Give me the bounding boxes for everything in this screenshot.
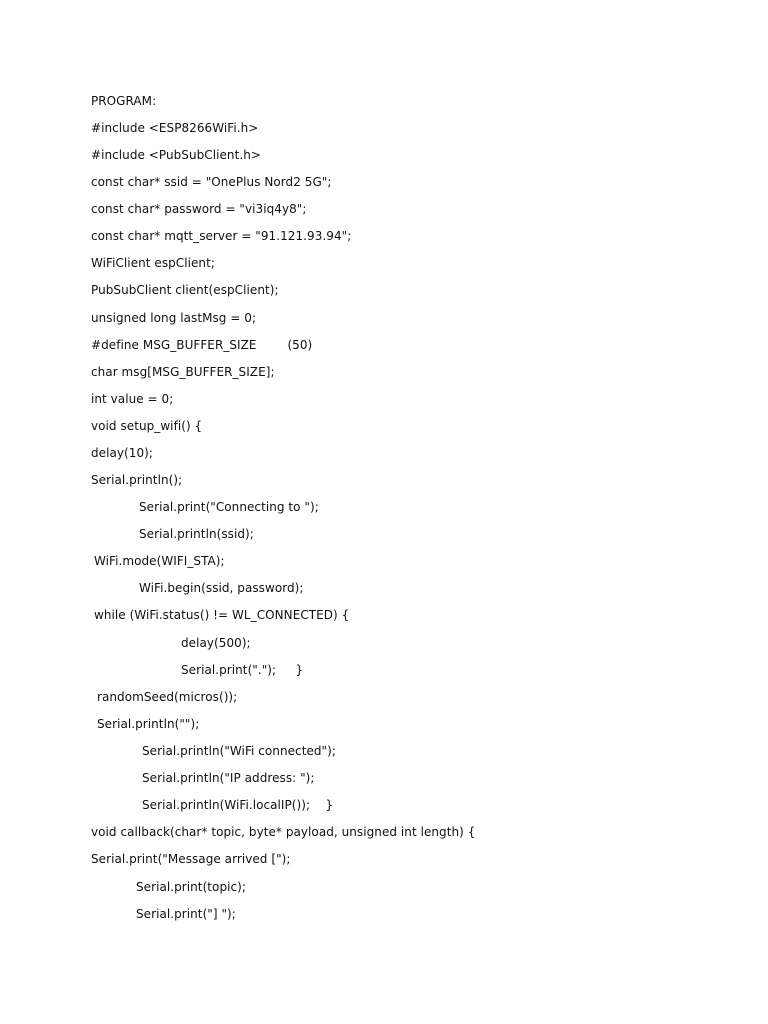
code-line: Serial.println("IP address: "); (142, 771, 315, 785)
code-line: Serial.println(WiFi.localIP()); } (142, 798, 334, 812)
code-line: Serial.print(topic); (136, 880, 246, 894)
code-line: while (WiFi.status() != WL_CONNECTED) { (94, 608, 350, 622)
code-line: void setup_wifi() { (91, 419, 203, 433)
code-line: int value = 0; (91, 392, 174, 406)
code-line: Serial.println(ssid); (139, 527, 254, 541)
code-line: Serial.print("Connecting to "); (139, 500, 319, 514)
code-line: unsigned long lastMsg = 0; (91, 311, 257, 325)
code-line: #define MSG_BUFFER_SIZE (50) (91, 338, 313, 352)
code-line: randomSeed(micros()); (97, 690, 238, 704)
code-line: const char* ssid = "OnePlus Nord2 5G"; (91, 175, 332, 189)
code-line: delay(10); (91, 446, 153, 460)
code-line: PubSubClient client(espClient); (91, 283, 279, 297)
code-line: delay(500); (181, 636, 251, 650)
code-line: char msg[MSG_BUFFER_SIZE]; (91, 365, 275, 379)
code-line: Serial.println(); (91, 473, 183, 487)
code-line: Serial.print("Message arrived ["); (91, 852, 291, 866)
code-line: const char* password = "vi3iq4y8"; (91, 202, 307, 216)
code-line: WiFiClient espClient; (91, 256, 215, 270)
code-line: #include <ESP8266WiFi.h> (91, 121, 259, 135)
code-line: Serial.print("."); } (181, 663, 304, 677)
code-line: void callback(char* topic, byte* payload, unsigned int length) { (91, 825, 476, 839)
code-line: Serial.println(""); (97, 717, 200, 731)
code-line: #include <PubSubClient.h> (91, 148, 261, 162)
code-line: const char* mqtt_server = "91.121.93.94"; (91, 229, 352, 243)
code-line: Serial.println("WiFi connected"); (142, 744, 336, 758)
code-line-program-heading: PROGRAM: (91, 94, 157, 108)
code-line: WiFi.mode(WIFI_STA); (94, 554, 225, 568)
code-line: WiFi.begin(ssid, password); (139, 581, 304, 595)
code-line: Serial.print("] "); (136, 907, 236, 921)
